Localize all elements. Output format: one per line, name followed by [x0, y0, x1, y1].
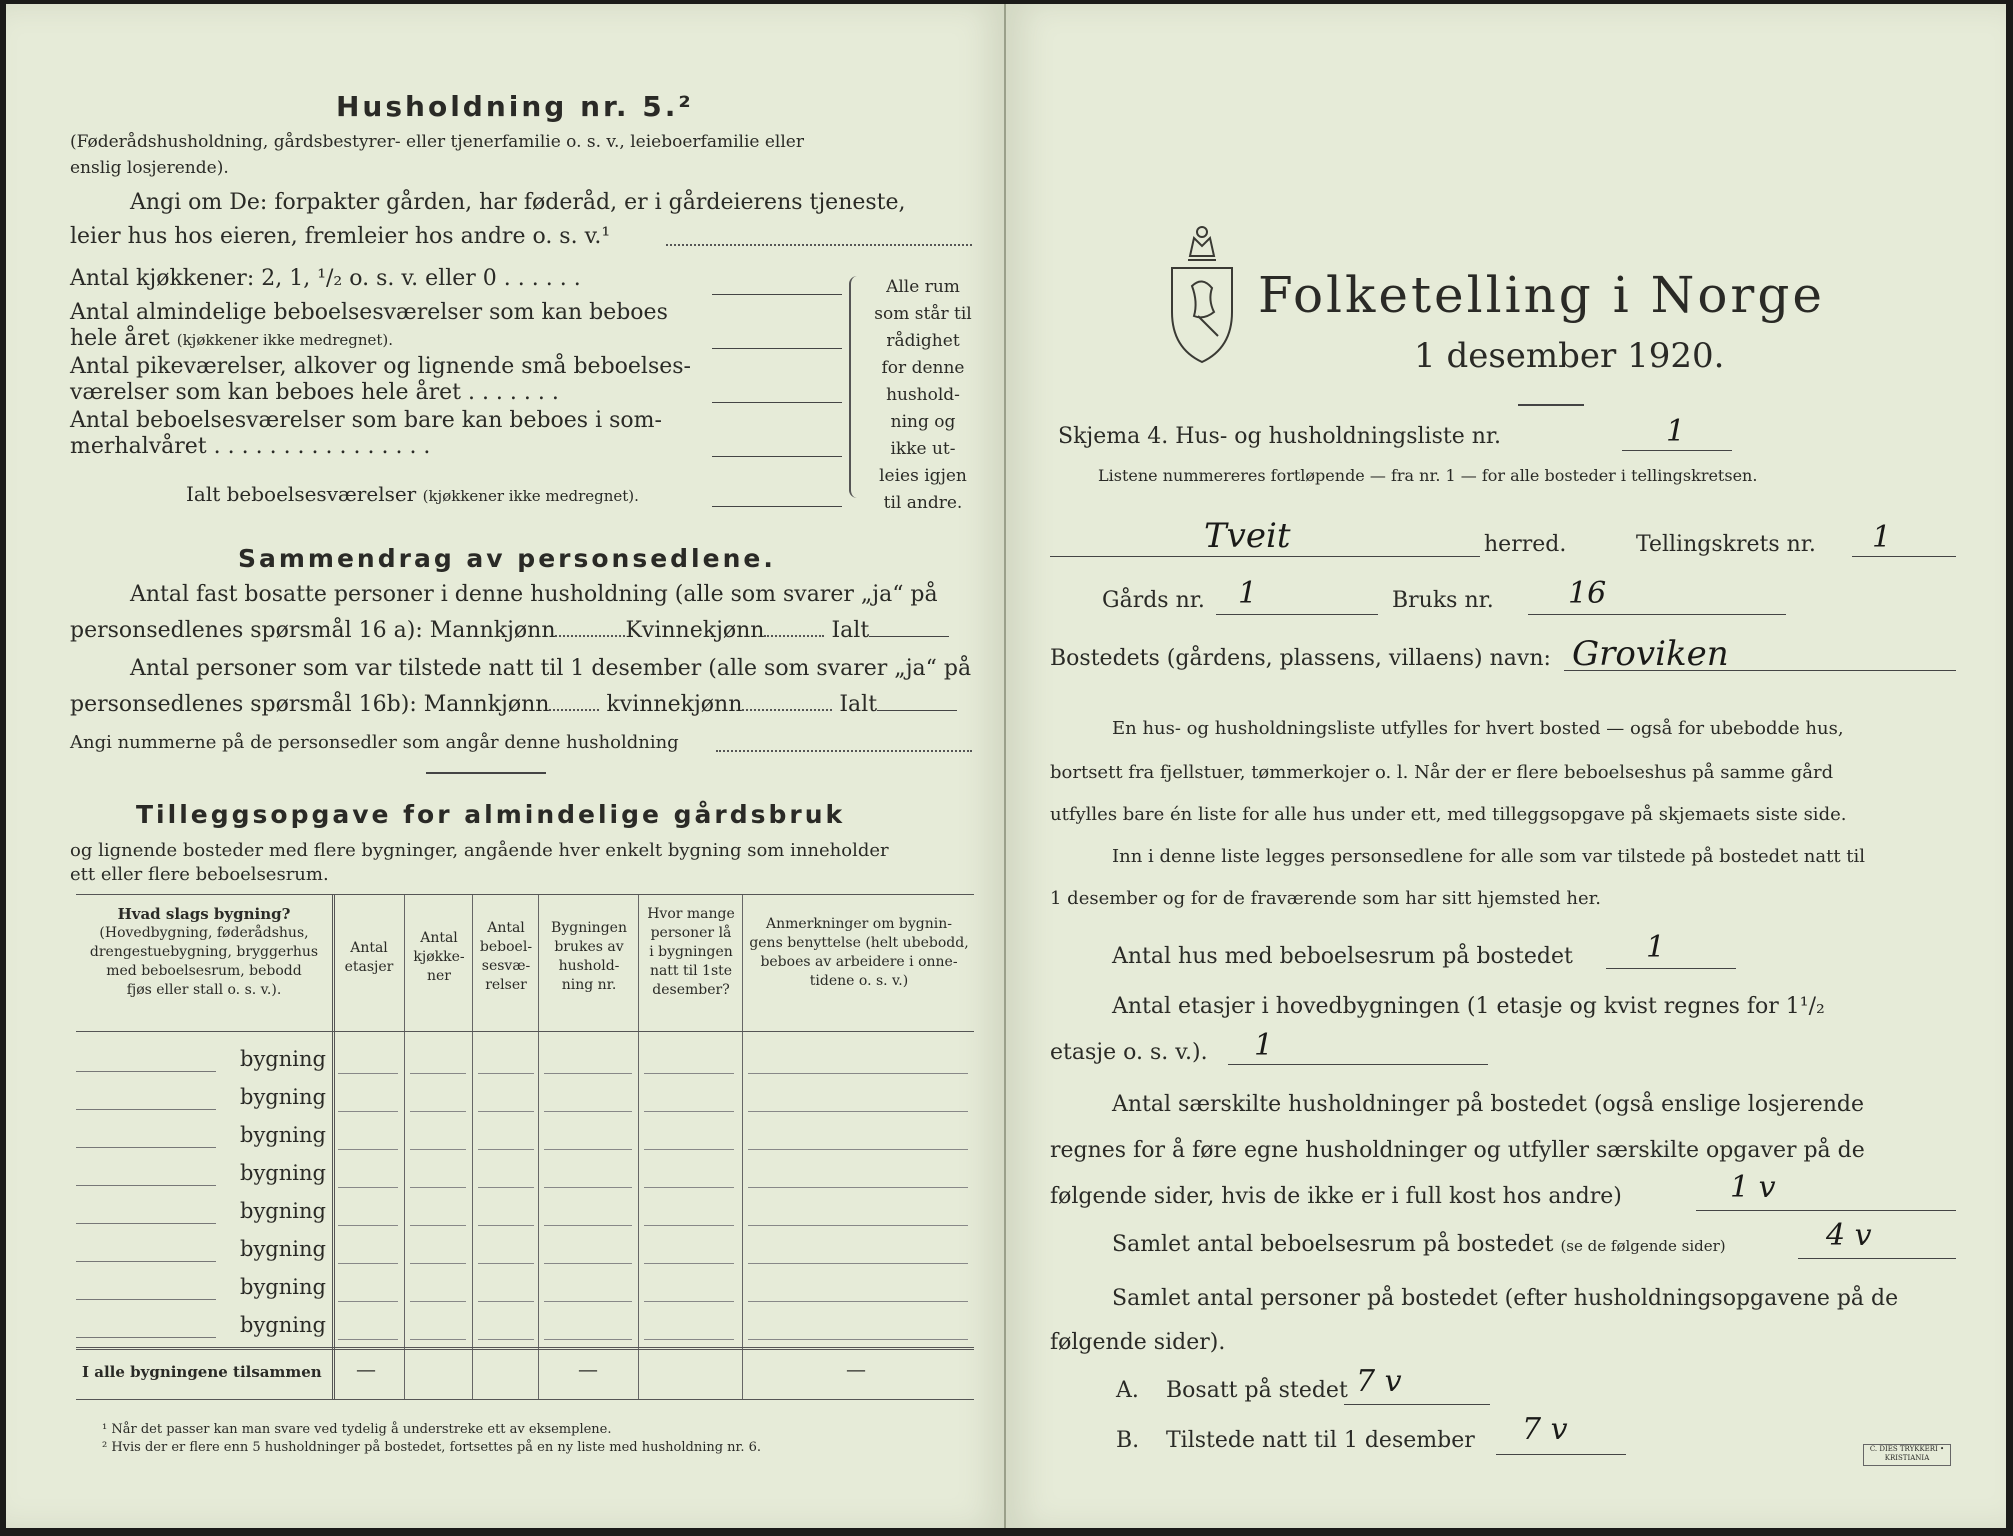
answer-line-kjokkener — [712, 294, 842, 295]
b-label: B. — [1116, 1428, 1140, 1453]
tellingskrets-label: Tellingskrets nr. — [1636, 532, 1816, 557]
table-row-label: bygning — [240, 1123, 326, 1147]
printer-stamp: C. DIES TRYKKERI • KRISTIANIA — [1863, 1444, 1951, 1466]
serskilte-line — [1696, 1210, 1956, 1211]
row-blank-line — [76, 1109, 216, 1110]
samlet-pers-line-2: følgende sider). — [1050, 1330, 1226, 1355]
row-blank-line — [76, 1185, 216, 1186]
nummerne-fill-line — [716, 750, 972, 752]
table-cell[interactable] — [748, 1225, 968, 1226]
kjokkener-label: Antal kjøkkener: 2, 1, ¹/₂ o. s. v. eller 0 . . . . . . — [70, 266, 581, 291]
table-cell[interactable] — [338, 1187, 398, 1188]
table-cell[interactable] — [478, 1263, 534, 1264]
tilstede-line-2: personsedlenes spørsmål 16b): Mannkjønn kvinnekjønn Ialt — [70, 692, 957, 717]
table-row-label: bygning — [240, 1161, 326, 1185]
total-dash-husholdning: — — [578, 1357, 598, 1381]
instruction-5: 1 desember og for de fraværende som har sitt hjemsted her. — [1050, 888, 1601, 909]
etasjer-line-1: Antal etasjer i hovedbygningen (1 etasje og kvist regnes for 1¹/₂ — [1112, 994, 1825, 1019]
table-cell[interactable] — [338, 1225, 398, 1226]
th-personer: Hvor mange personer lå i bygningen natt til 1ste desember? — [647, 906, 735, 998]
table-cell[interactable] — [748, 1073, 968, 1074]
table-cell[interactable] — [644, 1225, 734, 1226]
table-cell[interactable] — [478, 1339, 534, 1340]
table-cell[interactable] — [338, 1149, 398, 1150]
table-cell[interactable] — [544, 1263, 632, 1264]
table-cell[interactable] — [338, 1111, 398, 1112]
table-cell[interactable] — [748, 1301, 968, 1302]
row-blank-line — [76, 1147, 216, 1148]
table-cell[interactable] — [748, 1339, 968, 1340]
gards-line — [1216, 614, 1378, 615]
b-text: Tilstede natt til 1 desember — [1166, 1428, 1475, 1453]
bruks-line — [1528, 614, 1786, 615]
almindelige-line-2: hele året (kjøkkener ikke medregnet). — [70, 326, 394, 351]
th-etasjer: Antal etasjer — [344, 940, 394, 975]
table-cell[interactable] — [410, 1301, 466, 1302]
b-value[interactable]: 7 v — [1522, 1412, 1568, 1447]
bosted-line — [1564, 670, 1956, 671]
instruction-1: En hus- og husholdningsliste utfylles for hvert bosted — også for ubebodde hus, — [1112, 718, 1844, 739]
herred-label: herred. — [1484, 532, 1567, 557]
table-row-label: bygning — [240, 1313, 326, 1337]
table-cell[interactable] — [748, 1111, 968, 1112]
tilstede-line-1: Antal personer som var tilstede natt til 1 desember (alle som svarer „ja“ på — [130, 656, 972, 681]
table-cell[interactable] — [748, 1149, 968, 1150]
listene-note: Listene nummereres fortløpende — fra nr. 1 — for alle bosteder i tellingskretsen. — [1098, 466, 1758, 485]
row-blank-line — [76, 1223, 216, 1224]
household-subtitle-2: enslig losjerende). — [70, 158, 229, 178]
tellingskrets-value[interactable]: 1 — [1872, 520, 1892, 555]
herred-line — [1050, 556, 1480, 557]
footnote-2: ² Hvis der er flere enn 5 husholdninger på bostedet, fortsettes på en ny liste med husholdning nr. 6. — [102, 1440, 762, 1455]
serskilte-value[interactable]: 1 v — [1730, 1170, 1776, 1205]
table-cell[interactable] — [410, 1111, 466, 1112]
sommer-line-1: Antal beboelsesværelser som bare kan beboes i som- — [70, 408, 662, 433]
table-cell[interactable] — [644, 1263, 734, 1264]
tillegg-title: Tilleggsopgave for almindelige gårdsbruk — [136, 800, 846, 829]
table-row-label: bygning — [240, 1237, 326, 1261]
table-cell[interactable] — [410, 1225, 466, 1226]
table-cell[interactable] — [410, 1263, 466, 1264]
footnote-1: ¹ Når det passer kan man svare ved tydelig å understreke ett av eksemplene. — [102, 1422, 612, 1437]
total-dash-etasjer: — — [356, 1357, 376, 1381]
table-row-label: bygning — [240, 1199, 326, 1223]
table-cell[interactable] — [544, 1187, 632, 1188]
answer-line-alm — [712, 348, 842, 349]
th-kjokkener: Antal kjøkke- ner — [413, 930, 465, 984]
b-line — [1496, 1454, 1626, 1455]
antal-hus-value[interactable]: 1 — [1646, 930, 1666, 965]
census-date: 1 desember 1920. — [1414, 336, 1725, 376]
a-label: A. — [1116, 1378, 1139, 1403]
skjema-line — [1622, 450, 1732, 451]
brace — [849, 276, 865, 498]
etasjer-line — [1228, 1064, 1488, 1065]
table-cell[interactable] — [544, 1149, 632, 1150]
gards-label: Gårds nr. — [1102, 588, 1205, 613]
right-page — [1006, 4, 2006, 1528]
table-row-label: bygning — [240, 1047, 326, 1071]
etasjer-value[interactable]: 1 — [1254, 1028, 1274, 1063]
tillegg-line-2: ett eller flere beboelsesrum. — [70, 864, 329, 885]
etasjer-line-2: etasje o. s. v.). — [1050, 1040, 1208, 1065]
table-cell[interactable] — [338, 1301, 398, 1302]
household-subtitle-1: (Føderådshusholdning, gårdsbestyrer- eller tjenerfamilie o. s. v., leieboerfamilie eller — [70, 132, 804, 152]
instruction-3: utfylles bare én liste for alle hus under ett, med tilleggsopgave på skjemaets siste side. — [1050, 804, 1847, 825]
table-cell[interactable] — [478, 1073, 534, 1074]
a-value[interactable]: 7 v — [1356, 1364, 1402, 1399]
table-cell[interactable] — [478, 1111, 534, 1112]
samlet-rum-line — [1798, 1258, 1956, 1259]
table-cell[interactable] — [410, 1149, 466, 1150]
table-cell[interactable] — [544, 1073, 632, 1074]
table-cell[interactable] — [748, 1263, 968, 1264]
answer-line-ialt — [712, 506, 842, 507]
skjema-value[interactable]: 1 — [1666, 414, 1686, 449]
table-cell[interactable] — [410, 1187, 466, 1188]
th-brukes-av: Bygningen brukes av hushold- ning nr. — [551, 920, 627, 993]
a-line — [1344, 1404, 1490, 1405]
th-beboelsesvaerelser: Antal beboel- sesvæ- relser — [479, 920, 533, 993]
table-cell[interactable] — [478, 1225, 534, 1226]
table-row-label: bygning — [240, 1085, 326, 1109]
table-cell[interactable] — [748, 1187, 968, 1188]
table-cell[interactable] — [338, 1339, 398, 1340]
th-bygning: Hvad slags bygning? (Hovedbygning, føderådshus, drengestuebygning, bryggerhus med beboelsesrum, bebodd fjøs eller stall o. s. v.). — [89, 905, 319, 998]
a-text: Bosatt på stedet — [1166, 1378, 1348, 1403]
table-cell[interactable] — [544, 1111, 632, 1112]
angi-fill-line — [666, 244, 972, 246]
table-cell[interactable] — [478, 1187, 534, 1188]
antal-hus-label: Antal hus med beboelsesrum på bostedet — [1112, 944, 1573, 969]
table-cell[interactable] — [644, 1149, 734, 1150]
table-cell[interactable] — [410, 1073, 466, 1074]
almindelige-line-1: Antal almindelige beboelsesværelser som kan beboes — [70, 300, 668, 325]
serskilte-line-3: følgende sider, hvis de ikke er i full kost hos andre) — [1050, 1184, 1622, 1209]
bruks-label: Bruks nr. — [1392, 588, 1494, 613]
table-cell[interactable] — [644, 1301, 734, 1302]
table-cell[interactable] — [644, 1339, 734, 1340]
table-cell[interactable] — [338, 1263, 398, 1264]
angi-line-2: leier hus hos eieren, fremleier hos andre o. s. v.¹ — [70, 224, 611, 249]
sammendrag-title: Sammendrag av personsedlene. — [238, 544, 776, 573]
samlet-pers-line-1: Samlet antal personer på bostedet (efter husholdningsopgavene på de — [1112, 1286, 1899, 1311]
row-blank-line — [76, 1071, 216, 1072]
th-anmerkninger: Anmerkninger om bygnin- gens benyttelse (helt ubebodd, beboes av arbeidere i onne- tidene o. s. v.) — [749, 916, 969, 989]
gards-value[interactable]: 1 — [1238, 576, 1258, 611]
bosted-label: Bostedets (gårdens, plassens, villaens) navn: — [1050, 646, 1551, 671]
building-table — [76, 894, 974, 1400]
table-cell[interactable] — [544, 1225, 632, 1226]
row-blank-line — [76, 1337, 216, 1338]
instruction-2: bortsett fra fjellstuer, tømmerkojer o. l. Når der er flere beboelseshus på samme gård — [1050, 762, 1834, 783]
fast-line-2: personsedlenes spørsmål 16 a): Mannkjønn Kvinnekjønn Ialt — [70, 618, 949, 643]
row-blank-line — [76, 1299, 216, 1300]
instruction-4: Inn i denne liste legges personsedlene for alle som var tilstede på bostedet natt til — [1112, 846, 1866, 867]
herred-value[interactable]: Tveit — [1204, 516, 1291, 556]
answer-line-sommer — [712, 456, 842, 457]
fast-line-1: Antal fast bosatte personer i denne husholdning (alle som svarer „ja“ på — [130, 582, 938, 607]
table-cell[interactable] — [478, 1149, 534, 1150]
pike-line-2: værelser som kan beboes hele året . . . . . . . — [70, 380, 559, 405]
tillegg-line-1: og lignende bosteder med flere bygninger, angående hver enkelt bygning som inneholder — [70, 840, 889, 861]
ialt-label: Ialt beboelsesværelser (kjøkkener ikke medregnet). — [186, 482, 639, 506]
sidenote: Alle rum som står til rådighet for denne hushold- ning og ikke ut- leies igjen til andre. — [874, 277, 972, 513]
angi-line-1: Angi om De: forpakter gården, har føderåd, er i gårdeierens tjeneste, — [130, 190, 906, 215]
serskilte-line-2: regnes for å føre egne husholdninger og utfyller særskilte opgaver på de — [1050, 1138, 1865, 1163]
date-divider — [1518, 404, 1584, 406]
answer-line-pike — [712, 402, 842, 403]
total-label: I alle bygningene tilsammen — [82, 1363, 322, 1381]
samlet-rum-label: Samlet antal beboelsesrum på bostedet (se de følgende sider) — [1112, 1232, 1726, 1257]
table-row-label: bygning — [240, 1275, 326, 1299]
table-cell[interactable] — [338, 1073, 398, 1074]
pike-line-1: Antal pikeværelser, alkover og lignende små beboelses- — [70, 354, 691, 379]
total-dash-anmerkninger: — — [846, 1357, 866, 1381]
angi-nummerne: Angi nummerne på de personsedler som angår denne husholdning — [70, 732, 679, 753]
row-blank-line — [76, 1261, 216, 1262]
table-cell[interactable] — [644, 1073, 734, 1074]
bosted-value[interactable]: Groviken — [1572, 634, 1729, 674]
antal-hus-line — [1606, 968, 1736, 969]
bruks-value[interactable]: 16 — [1568, 576, 1607, 611]
left-page — [6, 4, 1006, 1528]
folketelling-title: Folketelling i Norge — [1258, 266, 1825, 324]
tellingskrets-line — [1852, 556, 1956, 557]
household-title: Husholdning nr. 5.² — [336, 90, 694, 123]
samlet-rum-value[interactable]: 4 v — [1826, 1218, 1872, 1253]
table-cell[interactable] — [410, 1339, 466, 1340]
table-cell[interactable] — [644, 1187, 734, 1188]
table-cell[interactable] — [644, 1111, 734, 1112]
coat-of-arms-icon — [1164, 216, 1240, 366]
section-divider — [426, 772, 546, 774]
sommer-line-2: merhalvåret . . . . . . . . . . . . . . . . — [70, 434, 431, 459]
serskilte-line-1: Antal særskilte husholdninger på bostedet (også enslige losjerende — [1112, 1092, 1865, 1117]
skjema-label: Skjema 4. Hus- og husholdningsliste nr. — [1058, 424, 1501, 449]
table-cell[interactable] — [478, 1301, 534, 1302]
table-cell[interactable] — [544, 1301, 632, 1302]
table-cell[interactable] — [544, 1339, 632, 1340]
